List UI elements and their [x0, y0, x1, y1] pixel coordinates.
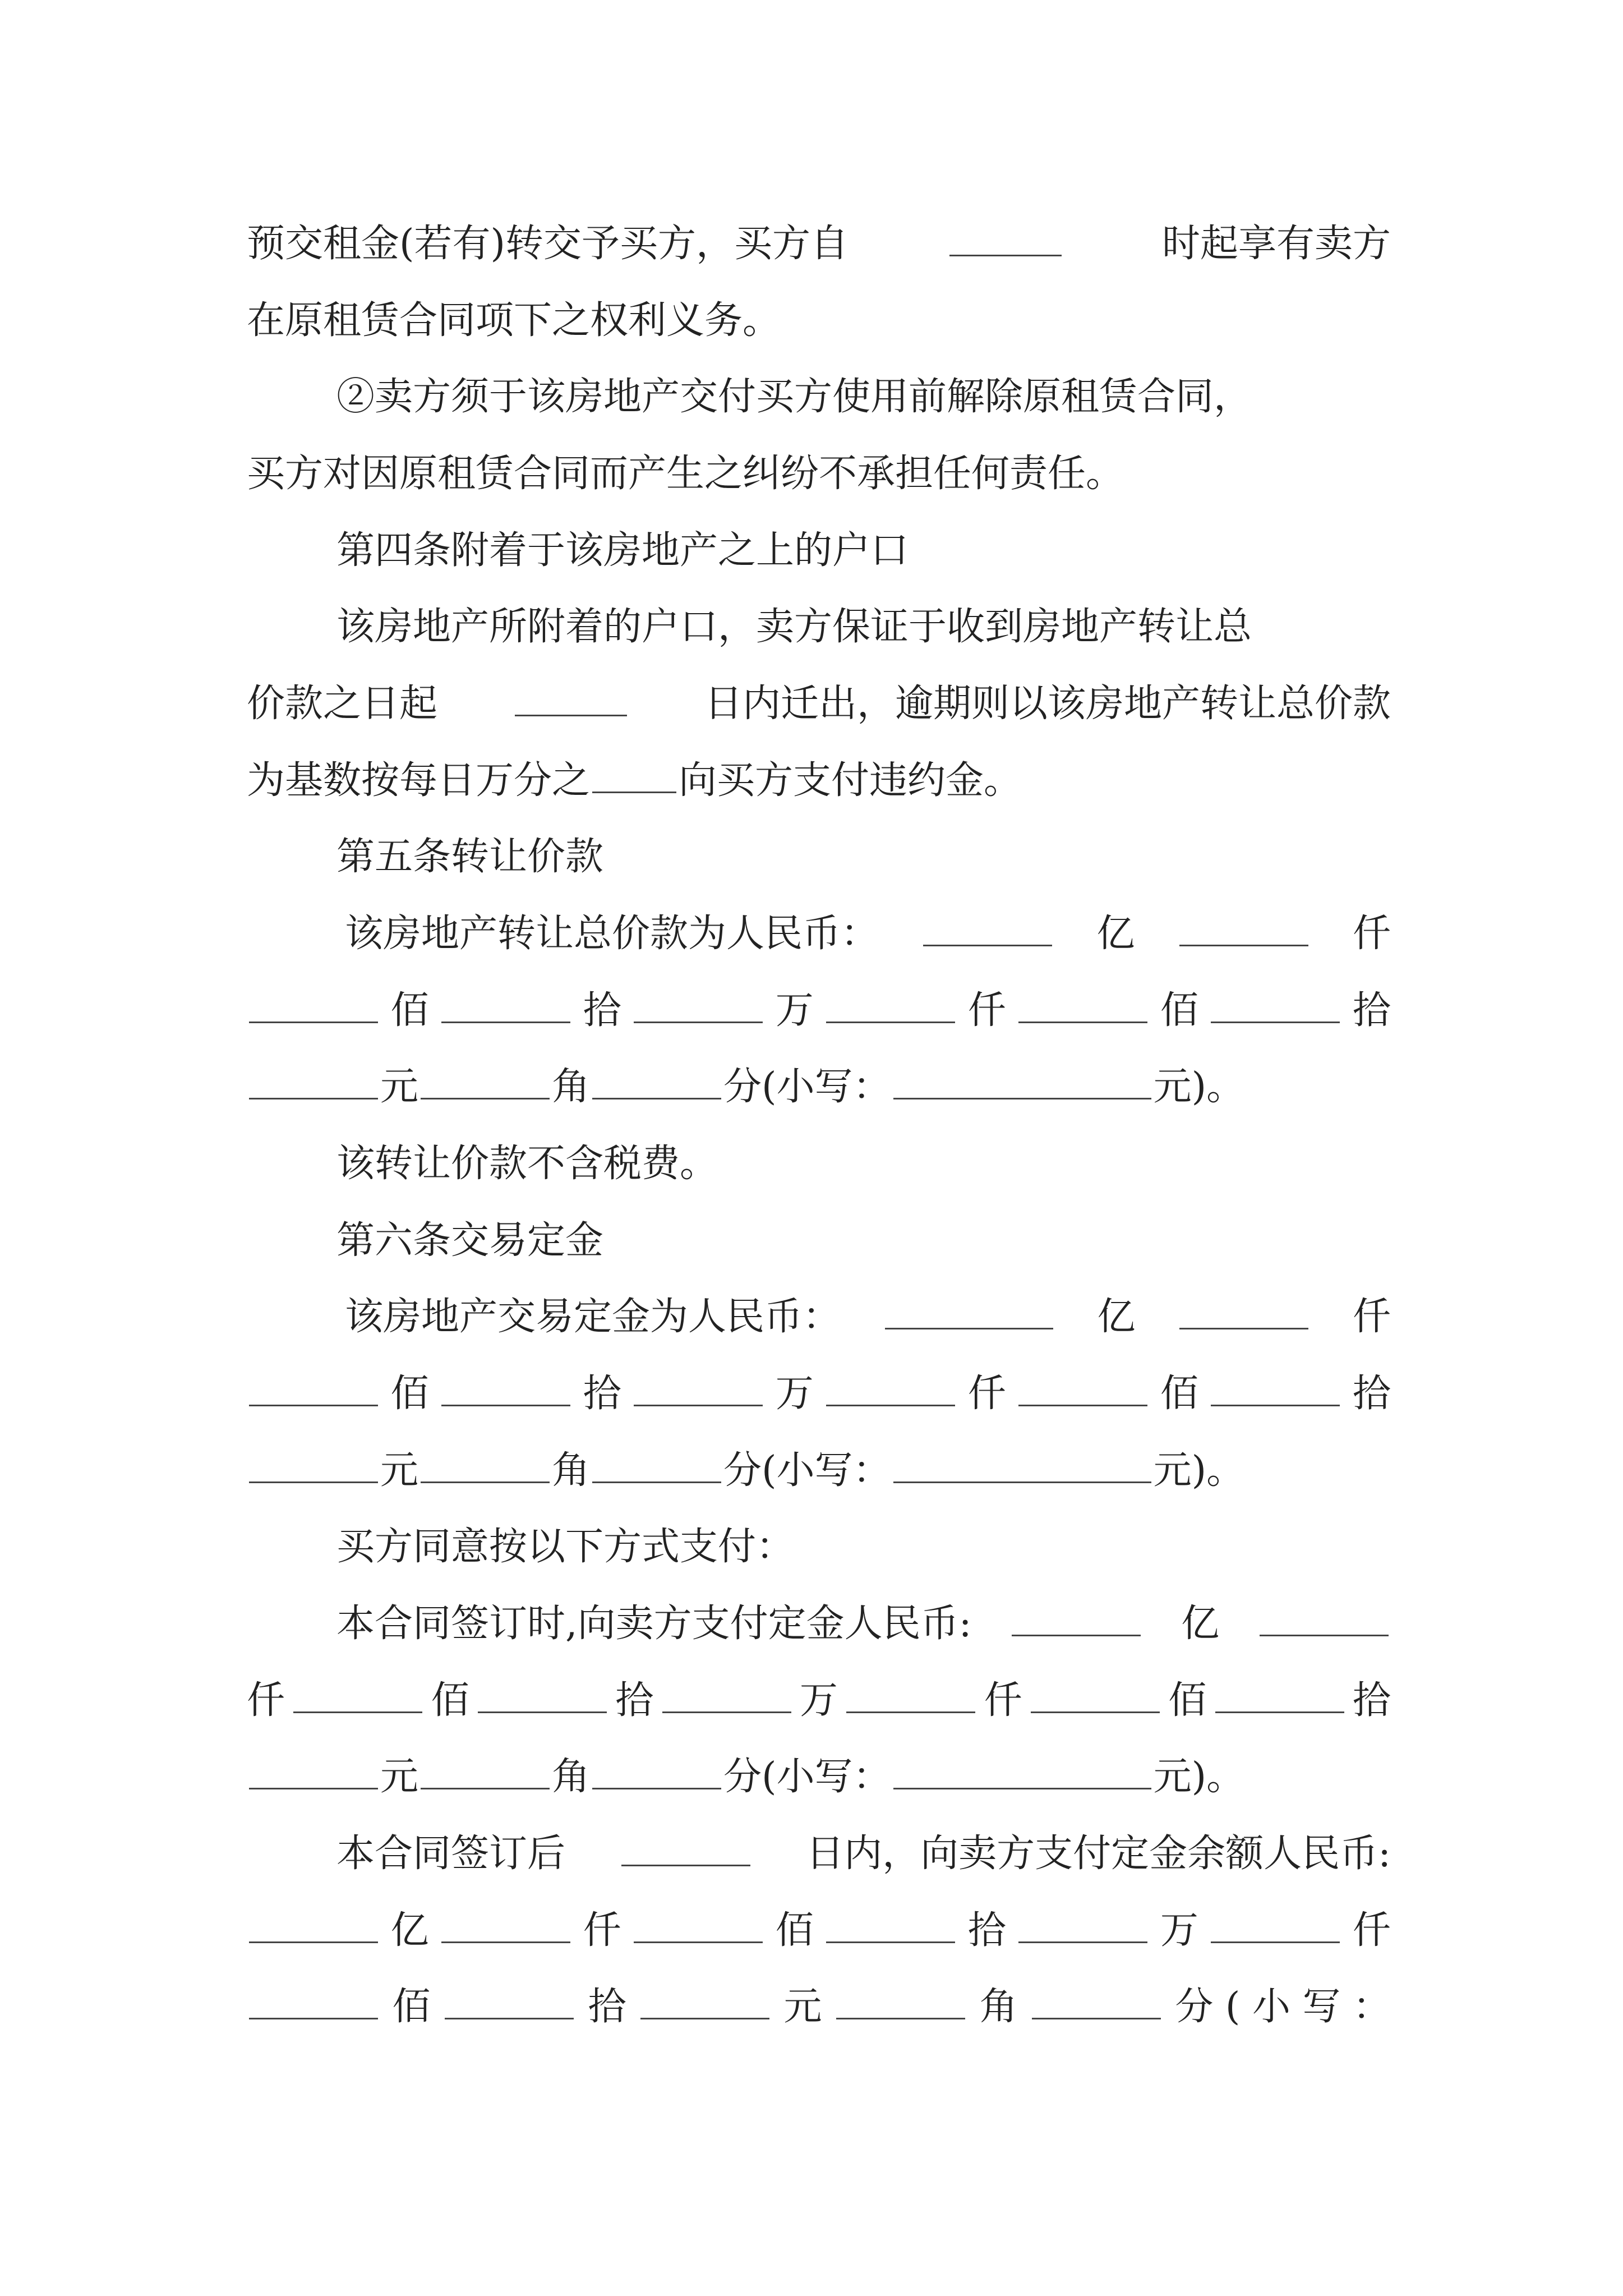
- unit-label: 拾: [583, 988, 621, 1033]
- text-line: [247, 1667, 1391, 1734]
- text-segment: 预交租金(若有)转交予买方，买方自: [247, 222, 849, 266]
- text-segment: 买方同意按以下方式支付：: [336, 1525, 795, 1569]
- text-segment: 元)。: [1153, 1448, 1245, 1493]
- unit-label: 分: [723, 1065, 762, 1109]
- fill-blank[interactable]: [441, 988, 570, 1023]
- fill-blank[interactable]: [1179, 1294, 1308, 1329]
- text-line: [336, 364, 1391, 431]
- text-segment: 时起享有卖方: [1161, 222, 1391, 266]
- text-segment: (: [1225, 1985, 1241, 2029]
- fill-blank[interactable]: [592, 1754, 721, 1789]
- unit-label: 拾: [588, 1985, 626, 2029]
- fill-blank[interactable]: [826, 988, 955, 1023]
- unit-label: 拾: [1352, 1678, 1391, 1723]
- text-segment: 元)。: [1153, 1755, 1245, 1799]
- text-line: [247, 670, 1391, 738]
- unit-label: 分: [723, 1448, 762, 1493]
- fill-blank[interactable]: [1215, 1678, 1344, 1713]
- text-line: [336, 1590, 1391, 1658]
- unit-label: 仟: [247, 1678, 285, 1723]
- unit-label: 分: [723, 1755, 762, 1799]
- fill-blank[interactable]: [826, 1908, 955, 1943]
- text-segment: 向买方支付违约金。: [679, 758, 1022, 803]
- fill-blank[interactable]: [592, 1064, 721, 1099]
- text-segment: 日内迁出，逾期则以该房地产转让总价款: [704, 682, 1391, 726]
- unit-label: 拾: [1352, 1372, 1391, 1416]
- text-segment: 本合同签订后: [336, 1832, 566, 1876]
- heading-text: 第六条交易定金: [336, 1218, 604, 1263]
- unit-label: 佰: [775, 1908, 814, 1953]
- unit-label: 角: [552, 1065, 591, 1109]
- unit-label: 仟: [967, 1372, 1006, 1416]
- text-segment: 买方对因原租赁合同而产生之纠纷不承担任何责任。: [247, 452, 1124, 496]
- fill-blank[interactable]: [1260, 1601, 1389, 1636]
- section-heading: [336, 1207, 1391, 1274]
- text-line: [345, 1283, 1391, 1351]
- unit-label: 亿: [1097, 1295, 1136, 1339]
- fill-blank[interactable]: [1018, 1908, 1147, 1943]
- text-line: [247, 1437, 1391, 1504]
- heading-text: 第四条附着于该房地产之上的户口: [336, 528, 909, 573]
- text-segment: 价款之日起: [247, 682, 438, 726]
- fill-blank[interactable]: [515, 681, 627, 716]
- text-segment: 元)。: [1153, 1065, 1245, 1109]
- fill-blank[interactable]: [445, 1984, 574, 2019]
- text-segment: 为基数按每日万分之: [247, 758, 591, 803]
- fill-blank[interactable]: [1012, 1601, 1141, 1636]
- fill-blank[interactable]: [634, 1908, 763, 1943]
- fill-blank[interactable]: [249, 1064, 378, 1099]
- text-segment: 小: [1252, 1985, 1290, 2029]
- unit-label: 佰: [390, 1372, 429, 1416]
- section-heading: [336, 823, 1391, 891]
- unit-label: 仟: [1352, 1295, 1391, 1339]
- fill-blank[interactable]: [893, 1064, 1151, 1099]
- fill-blank[interactable]: [634, 988, 763, 1023]
- heading-text: 第五条转让价款: [336, 835, 604, 879]
- fill-blank[interactable]: [1018, 1371, 1147, 1406]
- fill-blank[interactable]: [949, 221, 1062, 256]
- fill-blank[interactable]: [421, 1754, 550, 1789]
- text-line: [336, 1130, 1391, 1198]
- fill-blank[interactable]: [421, 1064, 550, 1099]
- text-line: [336, 1513, 1391, 1581]
- text-line: [336, 593, 1391, 661]
- fill-blank[interactable]: [421, 1448, 550, 1483]
- text-line: [247, 287, 1391, 355]
- unit-label: 拾: [583, 1372, 621, 1416]
- fill-blank[interactable]: [846, 1678, 975, 1713]
- fill-blank[interactable]: [893, 1754, 1151, 1789]
- text-segment: 写: [1302, 1985, 1341, 2029]
- unit-label: 元: [380, 1448, 419, 1493]
- fill-blank[interactable]: [836, 1984, 965, 2019]
- unit-label: 角: [552, 1755, 591, 1799]
- unit-label: 佰: [1168, 1678, 1207, 1723]
- unit-label: 佰: [1160, 1372, 1198, 1416]
- unit-label: 万: [775, 988, 814, 1033]
- fill-blank[interactable]: [1179, 911, 1308, 946]
- text-line: [247, 440, 1391, 508]
- unit-label: 万: [775, 1372, 814, 1416]
- unit-label: 亿: [390, 1908, 429, 1953]
- section-heading: [336, 517, 1391, 585]
- unit-label: 元: [783, 1985, 822, 2029]
- text-segment: 该房地产交易定金为人民币：: [345, 1295, 841, 1339]
- fill-blank[interactable]: [249, 1754, 378, 1789]
- text-segment: (小写：: [762, 1065, 891, 1109]
- unit-label: 仟: [1352, 1908, 1391, 1953]
- fill-blank[interactable]: [621, 1831, 750, 1866]
- text-segment: 在原租赁合同项下之权利义务。: [247, 298, 781, 343]
- unit-label: 佰: [1160, 988, 1198, 1033]
- fill-blank[interactable]: [1032, 1984, 1161, 2019]
- text-segment: ②卖方须于该房地产交付买方使用前解除原租赁合同，: [336, 375, 1252, 419]
- text-line: [247, 210, 1391, 278]
- fill-blank[interactable]: [249, 1984, 378, 2019]
- unit-label: 佰: [390, 988, 429, 1033]
- text-line: [247, 1053, 1391, 1121]
- unit-label: 万: [799, 1678, 838, 1723]
- fill-blank[interactable]: [249, 1448, 378, 1483]
- unit-label: 分: [1175, 1985, 1214, 2029]
- fill-blank[interactable]: [592, 758, 676, 793]
- fill-blank[interactable]: [1031, 1678, 1160, 1713]
- fill-blank[interactable]: [634, 1371, 763, 1406]
- unit-label: 仟: [1352, 912, 1391, 956]
- unit-label: 佰: [392, 1985, 431, 2029]
- fill-blank[interactable]: [662, 1678, 791, 1713]
- text-line: [247, 977, 1391, 1045]
- unit-label: 仟: [967, 988, 1006, 1033]
- fill-blank[interactable]: [249, 1908, 378, 1943]
- fill-blank[interactable]: [1018, 988, 1147, 1023]
- fill-blank[interactable]: [893, 1448, 1151, 1483]
- fill-blank[interactable]: [1211, 1908, 1340, 1943]
- unit-label: 拾: [615, 1678, 654, 1723]
- fill-blank[interactable]: [592, 1448, 721, 1483]
- text-line: [247, 1973, 1391, 2041]
- fill-blank[interactable]: [640, 1984, 769, 2019]
- unit-label: 万: [1160, 1908, 1198, 1953]
- text-segment: ：: [1352, 1985, 1391, 2029]
- unit-label: 亿: [1181, 1602, 1220, 1646]
- unit-label: 角: [979, 1985, 1018, 2029]
- unit-label: 元: [380, 1065, 419, 1109]
- text-line: [247, 1360, 1391, 1428]
- fill-blank[interactable]: [293, 1678, 422, 1713]
- unit-label: 元: [380, 1755, 419, 1799]
- text-line: [336, 1820, 1391, 1888]
- fill-blank[interactable]: [249, 1371, 378, 1406]
- unit-label: 仟: [583, 1908, 621, 1953]
- unit-label: 亿: [1096, 912, 1135, 956]
- fill-blank[interactable]: [441, 1371, 570, 1406]
- fill-blank[interactable]: [478, 1678, 607, 1713]
- text-segment: 该房地产所附着的户口，卖方保证于收到房地产转让总: [336, 605, 1252, 649]
- fill-blank[interactable]: [923, 911, 1052, 946]
- fill-blank[interactable]: [249, 988, 378, 1023]
- fill-blank[interactable]: [885, 1294, 1053, 1329]
- fill-blank[interactable]: [441, 1908, 570, 1943]
- fill-blank[interactable]: [1211, 1371, 1340, 1406]
- text-segment: 本合同签订时,向卖方支付定金人民币:: [336, 1602, 972, 1646]
- fill-blank[interactable]: [1211, 988, 1340, 1023]
- fill-blank[interactable]: [826, 1371, 955, 1406]
- unit-label: 佰: [431, 1678, 469, 1723]
- text-line: [345, 900, 1391, 968]
- text-segment: 日内，向卖方支付定金余额人民币:: [806, 1832, 1391, 1876]
- text-segment: 该转让价款不含税费。: [336, 1142, 718, 1186]
- unit-label: 仟: [984, 1678, 1022, 1723]
- text-segment: 该房地产转让总价款为人民币：: [345, 912, 879, 956]
- unit-label: 拾: [967, 1908, 1006, 1953]
- unit-label: 拾: [1352, 988, 1391, 1033]
- text-line: [247, 1897, 1391, 1964]
- unit-label: 角: [552, 1448, 591, 1493]
- text-line: [247, 747, 1391, 815]
- text-line: [247, 1743, 1391, 1811]
- text-segment: (小写：: [762, 1755, 891, 1799]
- text-segment: (小写：: [762, 1448, 891, 1493]
